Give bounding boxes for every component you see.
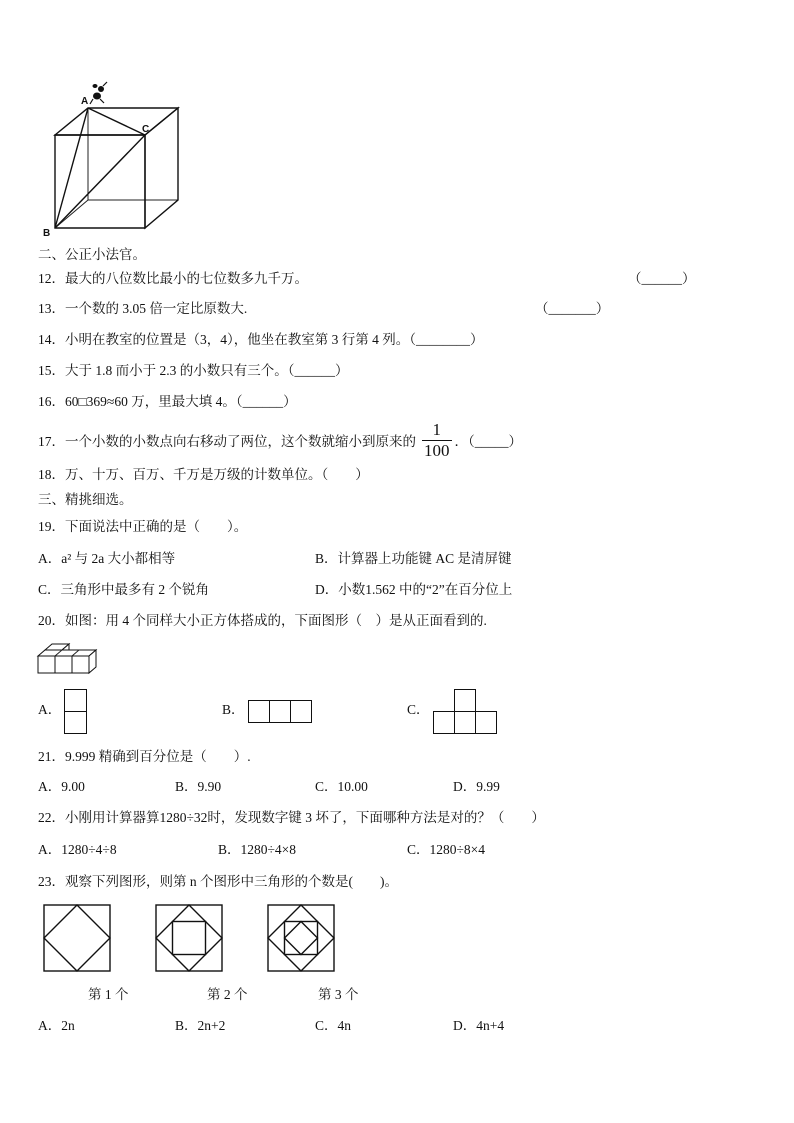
q23-figure-2 bbox=[155, 904, 223, 972]
q20-option-b-figure bbox=[248, 700, 313, 724]
q21-option-b: B．9.90 bbox=[175, 779, 222, 794]
q22-option-c: C．1280÷8×4 bbox=[407, 842, 486, 857]
q23-caption-1: 第 1 个 bbox=[88, 987, 129, 1002]
cube-diagram bbox=[0, 0, 200, 240]
front-row-top bbox=[38, 650, 96, 656]
q23-text: 23．观察下列图形，则第 n 个图形中三角形的个数是( )。 bbox=[38, 874, 398, 889]
q20-option-a-label: A． bbox=[38, 702, 62, 717]
q16-text: 16．60□369≈60 万，里最大填 4。（______） bbox=[38, 394, 297, 409]
q20-option-b-label: B． bbox=[222, 702, 245, 717]
q21-option-d: D．9.99 bbox=[453, 779, 500, 794]
cube-label-b: B bbox=[43, 228, 51, 239]
q21-option-c: C．10.00 bbox=[315, 779, 368, 794]
diagonal-ac bbox=[88, 108, 145, 135]
q21-option-a: A．9.00 bbox=[38, 779, 85, 794]
q18-text: 18．万、十万、百万、千万是万级的计数单位。（ ） bbox=[38, 467, 369, 482]
front-cube-2 bbox=[55, 656, 72, 673]
q12-text: 12．最大的八位数比最小的七位数多九千万。 bbox=[38, 271, 308, 286]
q23-option-b: B．2n+2 bbox=[175, 1018, 226, 1033]
q23-figure-3 bbox=[267, 904, 335, 972]
q22-text: 22．小刚用计算器算1280÷32时，发现数字键 3 坏了，下面哪种方法是对的？（ ） bbox=[38, 810, 545, 825]
q20-text: 20．如图：用 4 个同样大小正方体搭成的，下面图形（ ）是从正面看到的. bbox=[38, 613, 487, 628]
q20-option-c-figure bbox=[433, 689, 498, 735]
q19-text: 19．下面说法中正确的是（ ）。 bbox=[38, 519, 248, 534]
q17-tail: ．（_____） bbox=[454, 434, 522, 449]
front-cube-3 bbox=[72, 656, 89, 673]
q23-option-c: C．4n bbox=[315, 1018, 352, 1033]
q20-option-c-label: C． bbox=[407, 702, 430, 717]
q17-fraction bbox=[422, 421, 452, 460]
q12-answer-blank: （______） bbox=[628, 271, 696, 286]
q21-text: 21．9.999 精确到百分位是（ ）. bbox=[38, 749, 251, 764]
q20-cubes-figure bbox=[38, 640, 100, 676]
cube-right-face bbox=[145, 108, 178, 228]
q23-caption-3: 第 3 个 bbox=[318, 987, 359, 1002]
q23-caption-2: 第 2 个 bbox=[207, 987, 248, 1002]
q17-text: 17．一个小数的小数点向右移动了两位，这个数就缩小到原来的 bbox=[38, 434, 416, 449]
cube-label-a: A bbox=[81, 96, 89, 107]
q13-answer-blank: （_______） bbox=[535, 301, 610, 316]
q22-option-b: B．1280÷4×8 bbox=[218, 842, 297, 857]
section-choice-title: 三、精挑细选。 bbox=[38, 492, 133, 507]
q23-figure-1 bbox=[43, 904, 111, 972]
q14-text: 14．小明在教室的位置是（3，4），他坐在教室第 3 行第 4 列。（________） bbox=[38, 332, 484, 347]
q22-option-a: A．1280÷4÷8 bbox=[38, 842, 117, 857]
q23-option-a: A．2n bbox=[38, 1018, 75, 1033]
fraction-denominator: 100 bbox=[424, 440, 450, 460]
q13-text: 13．一个数的 3.05 倍一定比原数大. bbox=[38, 301, 248, 316]
q20-option-a-figure bbox=[64, 689, 88, 735]
front-cube-1 bbox=[38, 656, 55, 673]
cube-hidden-edges bbox=[55, 108, 178, 228]
section-judge-title: 二、公正小法官。 bbox=[38, 247, 146, 262]
q19-option-a: A．a² 与 2a 大小都相等 bbox=[38, 551, 176, 566]
q19-option-c: C．三角形中最多有 2 个锐角 bbox=[38, 582, 210, 597]
cube-label-c: C bbox=[142, 124, 150, 135]
q15-text: 15．大于 1.8 而小于 2.3 的小数只有三个。（______） bbox=[38, 363, 349, 378]
fraction-numerator: 1 bbox=[432, 419, 441, 439]
q17-line bbox=[38, 420, 522, 460]
q19-option-d: D．小数1.562 中的“2”在百分位上 bbox=[315, 582, 513, 597]
ant-icon bbox=[90, 82, 107, 104]
q19-option-b: B．计算器上功能键 AC 是清屏键 bbox=[315, 551, 512, 566]
q23-option-d: D．4n+4 bbox=[453, 1018, 505, 1033]
